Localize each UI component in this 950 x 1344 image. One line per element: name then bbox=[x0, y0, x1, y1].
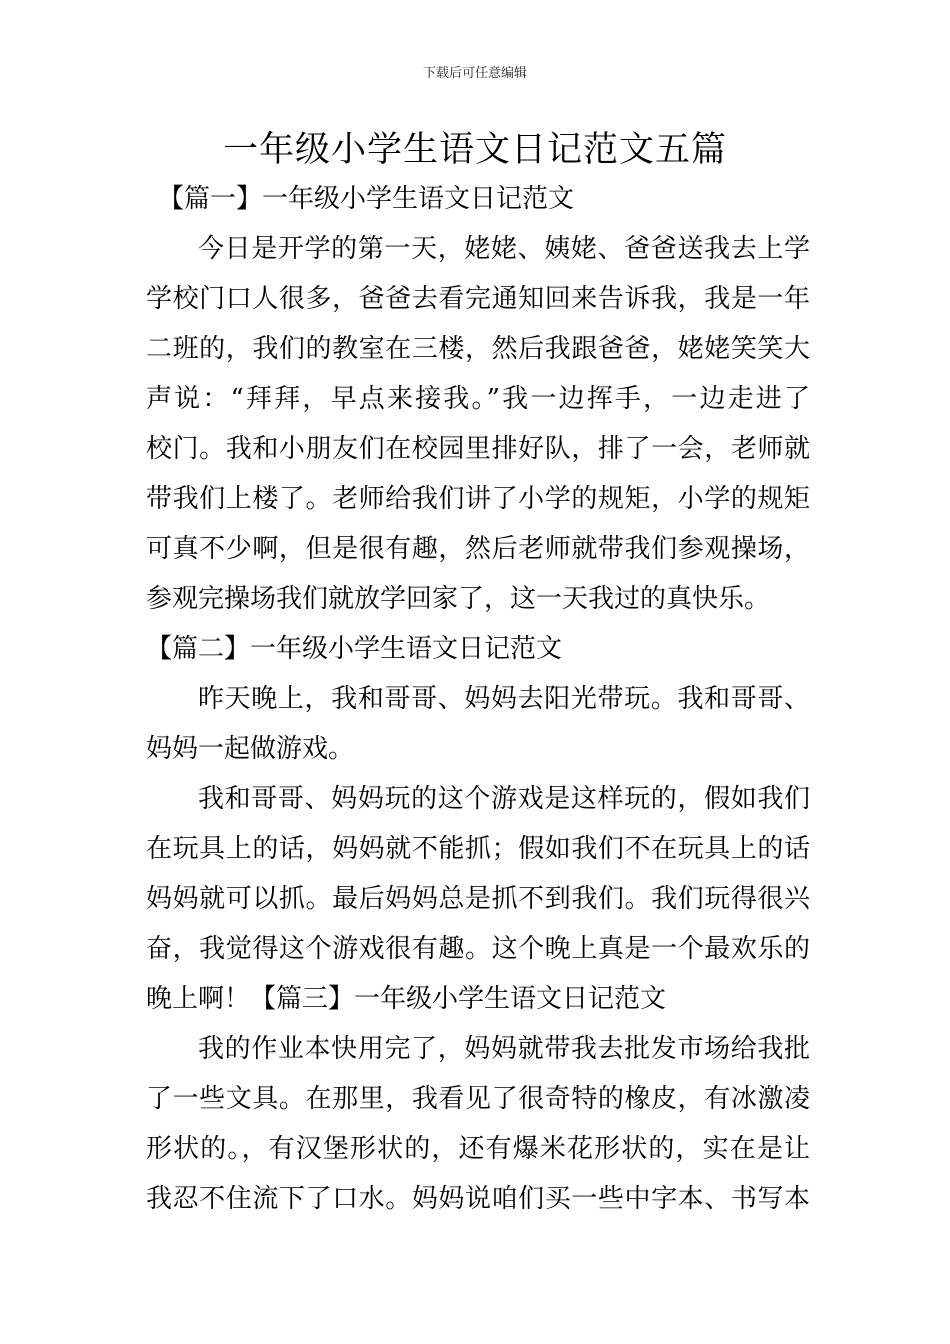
paragraph-line: 声说：“拜拜，早点来接我。”我一边挥手，一边走进了 bbox=[146, 384, 810, 414]
section-heading-2: 【篇二】一年级小学生语文日记范文 bbox=[146, 634, 563, 664]
paragraph-line: 我忍不住流下了口水。妈妈说咱们买一些中字本、书写本 bbox=[146, 1184, 810, 1214]
paragraph-line: 我和哥哥、妈妈玩的这个游戏是这样玩的，假如我们 bbox=[198, 784, 810, 814]
section-heading-1: 【篇一】一年级小学生语文日记范文 bbox=[158, 184, 575, 214]
paragraph-line: 我的作业本快用完了，妈妈就带我去批发市场给我批 bbox=[198, 1034, 810, 1064]
paragraph-line: 妈妈就可以抓。最后妈妈总是抓不到我们。我们玩得很兴 bbox=[146, 884, 810, 914]
paragraph-line: 奋，我觉得这个游戏很有趣。这个晚上真是一个最欢乐的 bbox=[146, 934, 810, 964]
paragraph-line: 妈妈一起做游戏。 bbox=[146, 734, 355, 764]
paragraph-line: 在玩具上的话，妈妈就不能抓；假如我们不在玩具上的话 bbox=[146, 834, 810, 864]
paragraph-line-with-heading-3: 晚上啊！【篇三】一年级小学生语文日记范文 bbox=[146, 984, 667, 1014]
document-title: 一年级小学生语文日记范文五篇 bbox=[222, 130, 727, 170]
paragraph-line: 今日是开学的第一天，姥姥、姨姥、爸爸送我去上学 bbox=[198, 234, 810, 264]
paragraph-line: 可真不少啊，但是很有趣，然后老师就带我们参观操场， bbox=[146, 534, 810, 564]
document-body bbox=[146, 174, 810, 1224]
paragraph-line: 带我们上楼了。老师给我们讲了小学的规矩，小学的规矩 bbox=[146, 484, 810, 514]
paragraph-line: 形状的。，有汉堡形状的，还有爆米花形状的，实在是让 bbox=[146, 1134, 810, 1164]
header-note: 下载后可任意编辑 bbox=[422, 66, 527, 81]
paragraph-line: 学校门口人很多，爸爸去看完通知回来告诉我，我是一年 bbox=[146, 284, 810, 314]
paragraph-line: 二班的，我们的教室在三楼，然后我跟爸爸，姥姥笑笑大 bbox=[146, 334, 810, 364]
paragraph-line: 参观完操场我们就放学回家了，这一天我过的真快乐。 bbox=[146, 584, 771, 614]
paragraph-line: 校门。我和小朋友们在校园里排好队，排了一会，老师就 bbox=[146, 434, 810, 464]
paragraph-line: 昨天晚上，我和哥哥、妈妈去阳光带玩。我和哥哥、 bbox=[198, 684, 810, 714]
paragraph-line: 了一些文具。在那里，我看见了很奇特的橡皮，有冰激凌 bbox=[146, 1084, 810, 1114]
